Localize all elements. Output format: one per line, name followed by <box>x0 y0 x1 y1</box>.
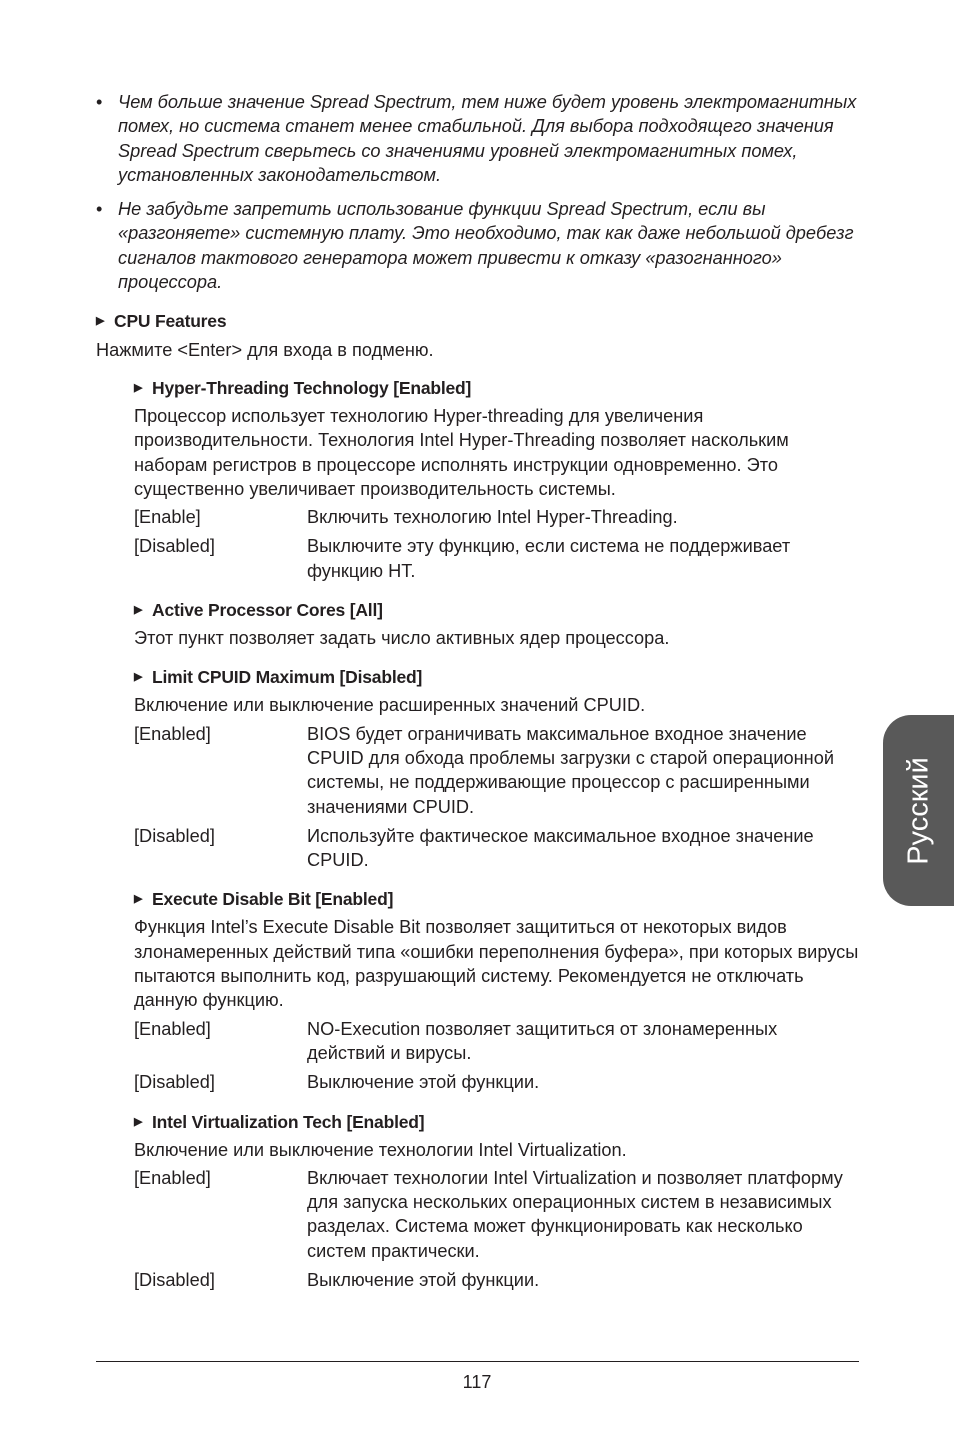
heading-text: Active Processor Cores [All] <box>152 600 383 621</box>
option-row <box>134 1070 860 1094</box>
option-desc: Выключение этой функции. <box>307 1270 540 1291</box>
option-row <box>134 722 860 819</box>
option-desc: Выключение этой функции. <box>307 1072 540 1093</box>
option-key: [Disabled] <box>134 1270 215 1291</box>
option-row <box>134 1017 860 1066</box>
setting-heading <box>134 887 860 911</box>
option-key: [Disabled] <box>134 536 215 557</box>
option-row <box>134 824 860 873</box>
option-desc: Используйте фактическое максимальное входное значение CPUID. <box>307 825 814 871</box>
option-key: [Enabled] <box>134 1018 211 1039</box>
setting-active-cores <box>134 598 860 650</box>
option-desc: BIOS будет ограничивать максимальное входное значение CPUID для обхода проблемы загрузки с старой операционной системы, не поддерживающие процессор с расширенными значениями CPUID. <box>307 723 835 817</box>
setting-heading <box>134 598 860 622</box>
option-row <box>134 1166 860 1263</box>
section-heading-cpu-features <box>96 309 878 333</box>
option-key: [Enabled] <box>134 723 211 744</box>
setting-limit-cpuid <box>134 665 860 872</box>
option-row <box>134 1268 860 1292</box>
option-row <box>134 505 860 529</box>
heading-text: Limit CPUID Maximum [Disabled] <box>152 667 423 688</box>
footer-divider <box>96 1361 859 1362</box>
setting-execute-disable <box>134 887 860 1094</box>
option-desc: Включает технологии Intel Virtualization и позволяет платформу для запуска нескольких операционных систем в независимых разделах. Система может функционировать как несколько систем практически. <box>307 1167 843 1261</box>
heading-text: CPU Features <box>114 311 227 331</box>
setting-description: Включение или выключение технологии Intel Virtualization. <box>134 1139 627 1160</box>
page-number: 117 <box>462 1372 492 1392</box>
heading-text: Execute Disable Bit [Enabled] <box>152 889 394 910</box>
setting-description: Включение или выключение расширенных значений CPUID. <box>134 695 646 716</box>
setting-heading <box>134 1110 860 1134</box>
option-desc: Выключите эту функцию, если система не поддерживает функцию HT. <box>307 536 791 581</box>
heading-text: Intel Virtualization Tech [Enabled] <box>152 1111 425 1132</box>
triangle-right-icon: ▶ <box>134 1115 143 1128</box>
setting-heading <box>134 376 860 400</box>
note-text: Чем больше значение Spread Spectrum, тем ниже будет уровень электромагнитных помех, но система станет менее стабильной. Для выбора подходящего значения Spread Spectrum сверьтесь со значениями уровней электромагнитных помех, установленных законодательством. <box>118 92 857 185</box>
setting-description: Функция Intel’s Execute Disable Bit позволяет защититься от некоторых видов злонамеренных действий типа «ошибки переполнения буфера», при которых вирусы пытаются выполнить код, разрушающий систему. Рекомендуется не отключать данную функцию. <box>134 917 859 1011</box>
triangle-right-icon: ▶ <box>134 893 143 906</box>
heading-text: Hyper-Threading Technology [Enabled] <box>152 378 472 398</box>
note-bullets <box>96 90 860 304</box>
option-desc: NO-Execution позволяет защититься от злонамеренных действий и вирусы. <box>307 1018 778 1063</box>
triangle-right-icon: ▶ <box>134 671 143 684</box>
triangle-right-icon: ▶ <box>96 315 105 327</box>
bullet-dot-icon: • <box>96 92 103 112</box>
bullet-dot-icon: • <box>96 199 103 220</box>
language-side-tab <box>883 715 954 906</box>
option-key: [Disabled] <box>134 1072 215 1093</box>
note-text: Не забудьте запретить использование функции Spread Spectrum, если вы «разгоняете» системную плату. Это необходимо, так как даже небольшой дребезг сигналов тактового генератора может привести к отказу «разогнанного» процессора. <box>118 199 854 293</box>
setting-description: Процессор использует технологию Hyper-threading для увеличения производительности. Технология Intel Hyper-Threading позволяет наскольким наборам регистров в процессоре исполнять инструкции одновременно. Это существенно увеличивает производительность системы. <box>134 406 789 499</box>
note-bullet <box>96 90 860 187</box>
setting-virtualization <box>134 1110 860 1293</box>
language-tab-label: Русский <box>902 756 934 865</box>
setting-description: Этот пункт позволяет задать число активных ядер процессора. <box>134 628 670 649</box>
option-key: [Disabled] <box>134 825 215 846</box>
option-desc: Включить технологию Intel Hyper-Threading. <box>307 507 678 528</box>
option-row <box>134 534 860 583</box>
cpu-features-submenu <box>134 376 860 1292</box>
note-bullet <box>96 197 860 294</box>
option-key: [Enable] <box>134 507 201 528</box>
section-text: Нажмите <Enter> для входа в подменю. <box>96 340 434 360</box>
option-key: [Enabled] <box>134 1167 211 1188</box>
triangle-right-icon: ▶ <box>134 604 143 617</box>
triangle-right-icon: ▶ <box>134 382 143 394</box>
setting-hyper-threading <box>134 376 860 583</box>
setting-heading <box>134 665 860 689</box>
